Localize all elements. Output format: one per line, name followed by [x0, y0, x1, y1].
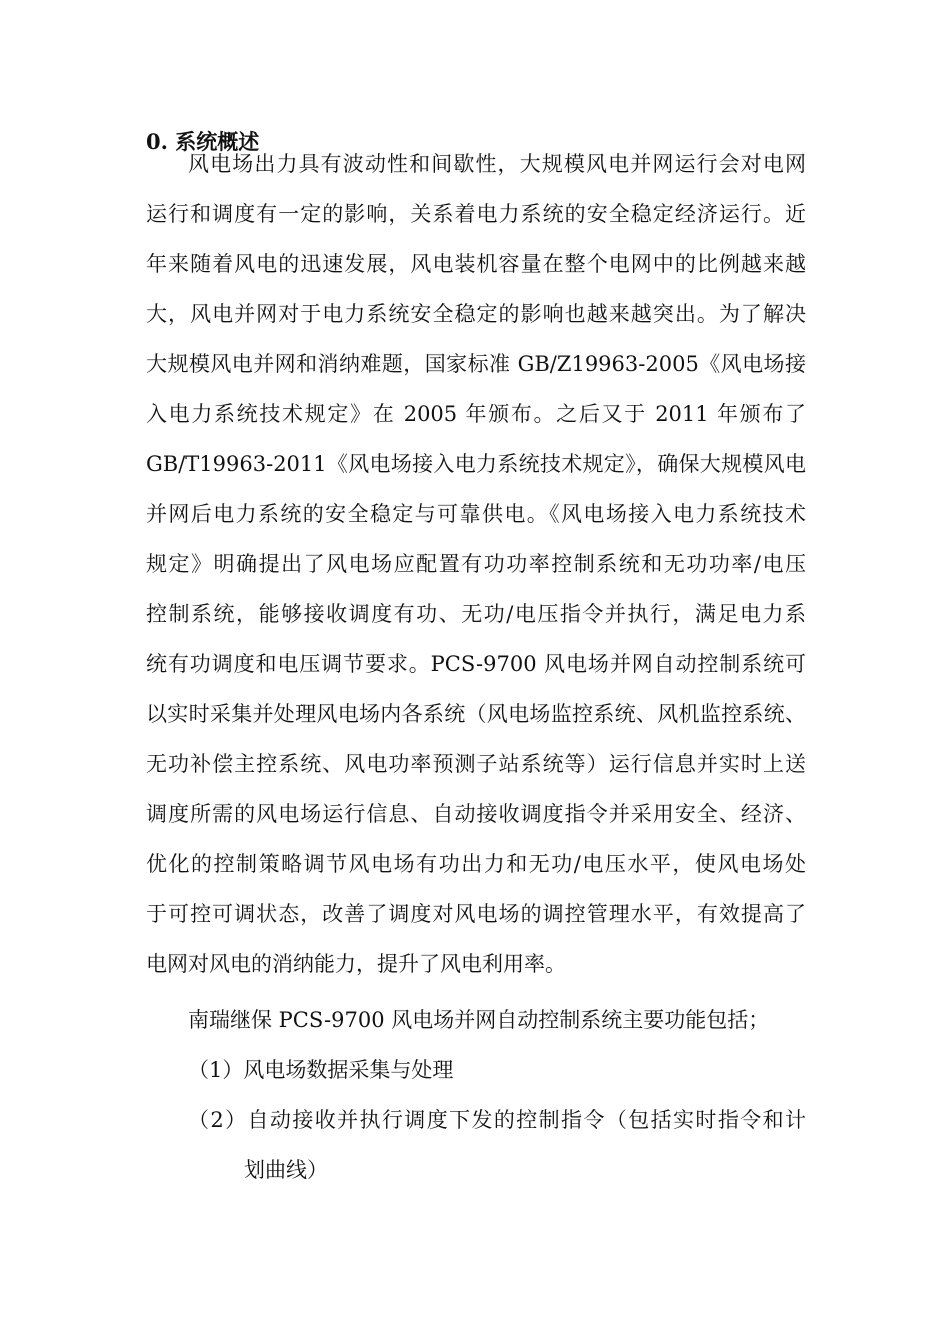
list-item: （1）风电场数据采集与处理 [188, 1058, 454, 1082]
paragraph-line: 调度所需的风电场运行信息、自动接收调度指令并采用安全、经济、 [146, 802, 806, 826]
paragraph-line: 无功补偿主控系统、风电功率预测子站系统等）运行信息并实时上送 [146, 752, 806, 776]
paragraph-line: 年来随着风电的迅速发展，风电装机容量在整个电网中的比例越来越 [146, 252, 806, 276]
paragraph-line: 优化的控制策略调节风电场有功出力和无功/电压水平，使风电场处 [146, 852, 806, 876]
list-item: （2）自动接收并执行调度下发的控制指令（包括实时指令和计 [188, 1108, 806, 1132]
paragraph-line: 于可控可调状态，改善了调度对风电场的调控管理水平，有效提高了 [146, 902, 806, 926]
paragraph-line: 风电场出力具有波动性和间歇性，大规模风电并网运行会对电网 [188, 152, 806, 176]
paragraph-line: 规定》明确提出了风电场应配置有功功率控制系统和无功功率/电压 [146, 552, 806, 576]
section-heading: 0. 系统概述 [146, 129, 260, 154]
paragraph-line: 统有功调度和电压调节要求。PCS-9700 风电场并网自动控制系统可 [146, 652, 806, 676]
paragraph-line: 大规模风电并网和消纳难题，国家标准 GB/Z19963-2005《风电场接 [146, 352, 806, 376]
paragraph-line: GB/T19963-2011《风电场接入电力系统技术规定》，确保大规模风电 [146, 452, 806, 476]
paragraph-line: 控制系统，能够接收调度有功、无功/电压指令并执行，满足电力系 [146, 602, 806, 626]
paragraph-functions-intro: 南瑞继保 PCS-9700 风电场并网自动控制系统主要功能包括； [188, 1008, 770, 1032]
paragraph-line: 以实时采集并处理风电场内各系统（风电场监控系统、风机监控系统、 [146, 702, 806, 726]
paragraph-line: 大，风电并网对于电力系统安全稳定的影响也越来越突出。为了解决 [146, 302, 806, 326]
paragraph-line: 运行和调度有一定的影响，关系着电力系统的安全稳定经济运行。近 [146, 202, 806, 226]
paragraph-line: 并网后电力系统的安全稳定与可靠供电。《风电场接入电力系统技术 [146, 502, 806, 526]
paragraph-line: 入电力系统技术规定》在 2005 年颁布。之后又于 2011 年颁布了 [146, 402, 806, 426]
paragraph-line: 电网对风电的消纳能力，提升了风电利用率。 [146, 952, 566, 976]
list-item-continuation: 划曲线） [244, 1158, 328, 1182]
